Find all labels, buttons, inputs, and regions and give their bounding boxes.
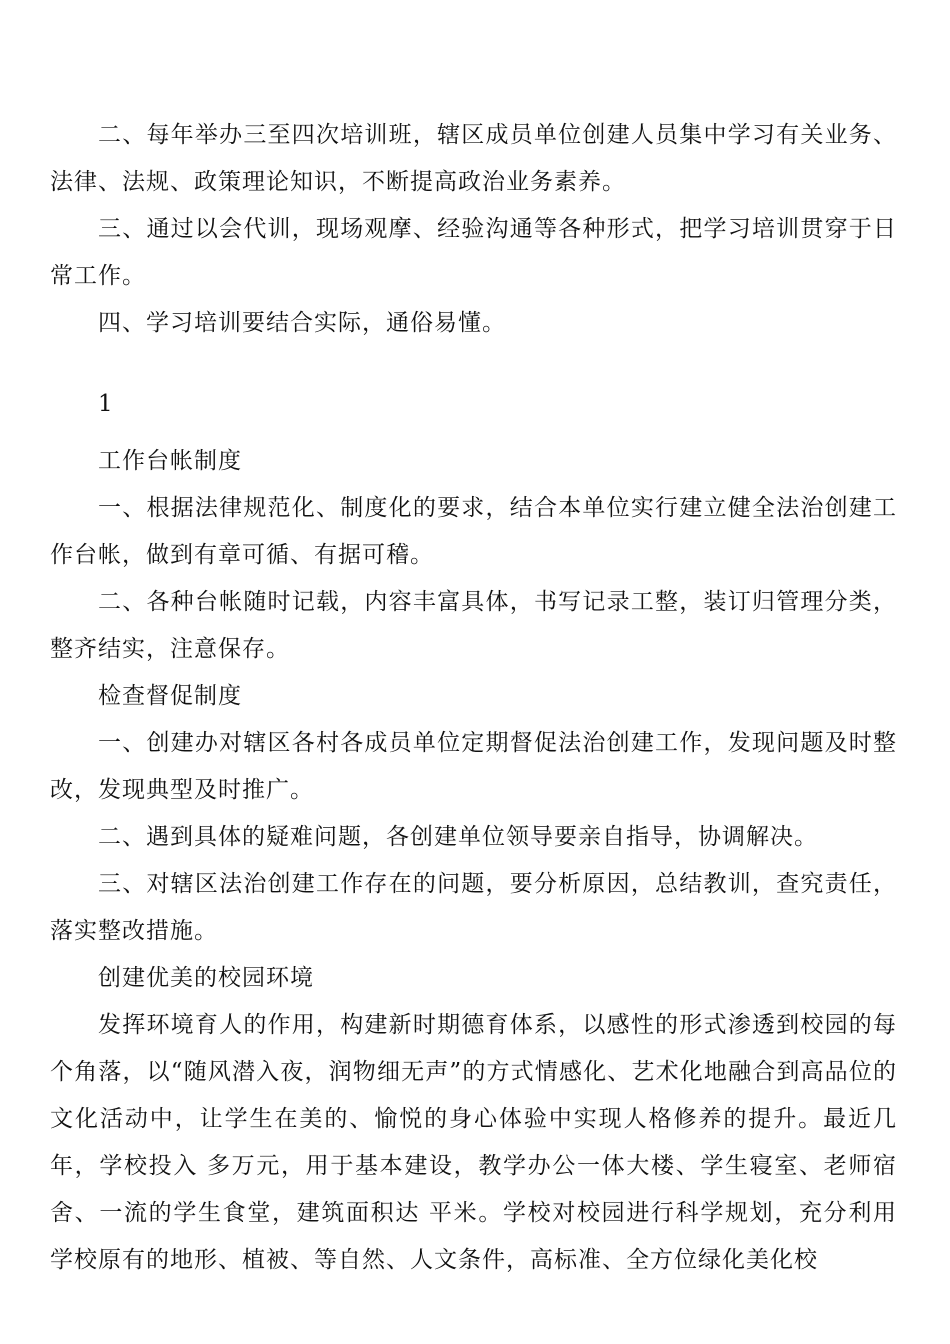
section-title-inspection: 检查督促制度	[98, 683, 242, 709]
document-page	[50, 112, 897, 1284]
paragraph-inspection-3: 三、对辖区法治创建工作存在的问题，要分析原因，总结教训，查究责任，落实整改措施。	[50, 871, 897, 944]
paragraph-training-2: 二、每年举办三至四次培训班，辖区成员单位创建人员集中学习有关业务、法律、法规、政策理论知识，不断提高政治业务素养。	[50, 122, 897, 195]
paragraph-training-3: 三、通过以会代训，现场观摩、经验沟通等各种形式，把学习培训贯穿于日常工作。	[50, 216, 897, 289]
paragraph-training-4: 四、学习培训要结合实际，通俗易懂。	[98, 310, 506, 336]
page-number: 1	[98, 391, 113, 417]
paragraph-inspection-1: 一、创建办对辖区各村各成员单位定期督促法治创建工作，发现问题及时整改，发现典型及时推广。	[50, 730, 897, 803]
section-gap	[50, 347, 897, 381]
paragraph-ledger-1: 一、根据法律规范化、制度化的要求，结合本单位实行建立健全法治创建工作台帐，做到有章可循、有据可稽。	[50, 495, 897, 568]
paragraph-ledger-2: 二、各种台帐随时记载，内容丰富具体，书写记录工整，装订归管理分类，整齐结实，注意保存。	[50, 589, 897, 662]
paragraph-inspection-2: 二、遇到具体的疑难问题，各创建单位领导要亲自指导，协调解决。	[98, 824, 818, 850]
section-title-ledger: 工作台帐制度	[98, 448, 242, 474]
paragraph-campus-body: 发挥环境育人的作用，构建新时期德育体系，以感性的形式渗透到校园的每个角落，以“随风潜入夜，润物细无声”的方式情感化、艺术化地融合到高品位的文化活动中，让学生在美的、愉悦的身心体验中实现人格修养的提升。最近几年，学校投入 多万元，用于基本建设，教学办公一体大楼、学生寝室、老师宿舍、一流的学生食堂，建筑面积达 平米。学校对校园进行科学规划，充分利用学校原有的地形、植被、等自然、人文条件，高标准、全方位绿化美化校	[50, 1012, 897, 1273]
section-title-campus: 创建优美的校园环境	[98, 965, 314, 991]
